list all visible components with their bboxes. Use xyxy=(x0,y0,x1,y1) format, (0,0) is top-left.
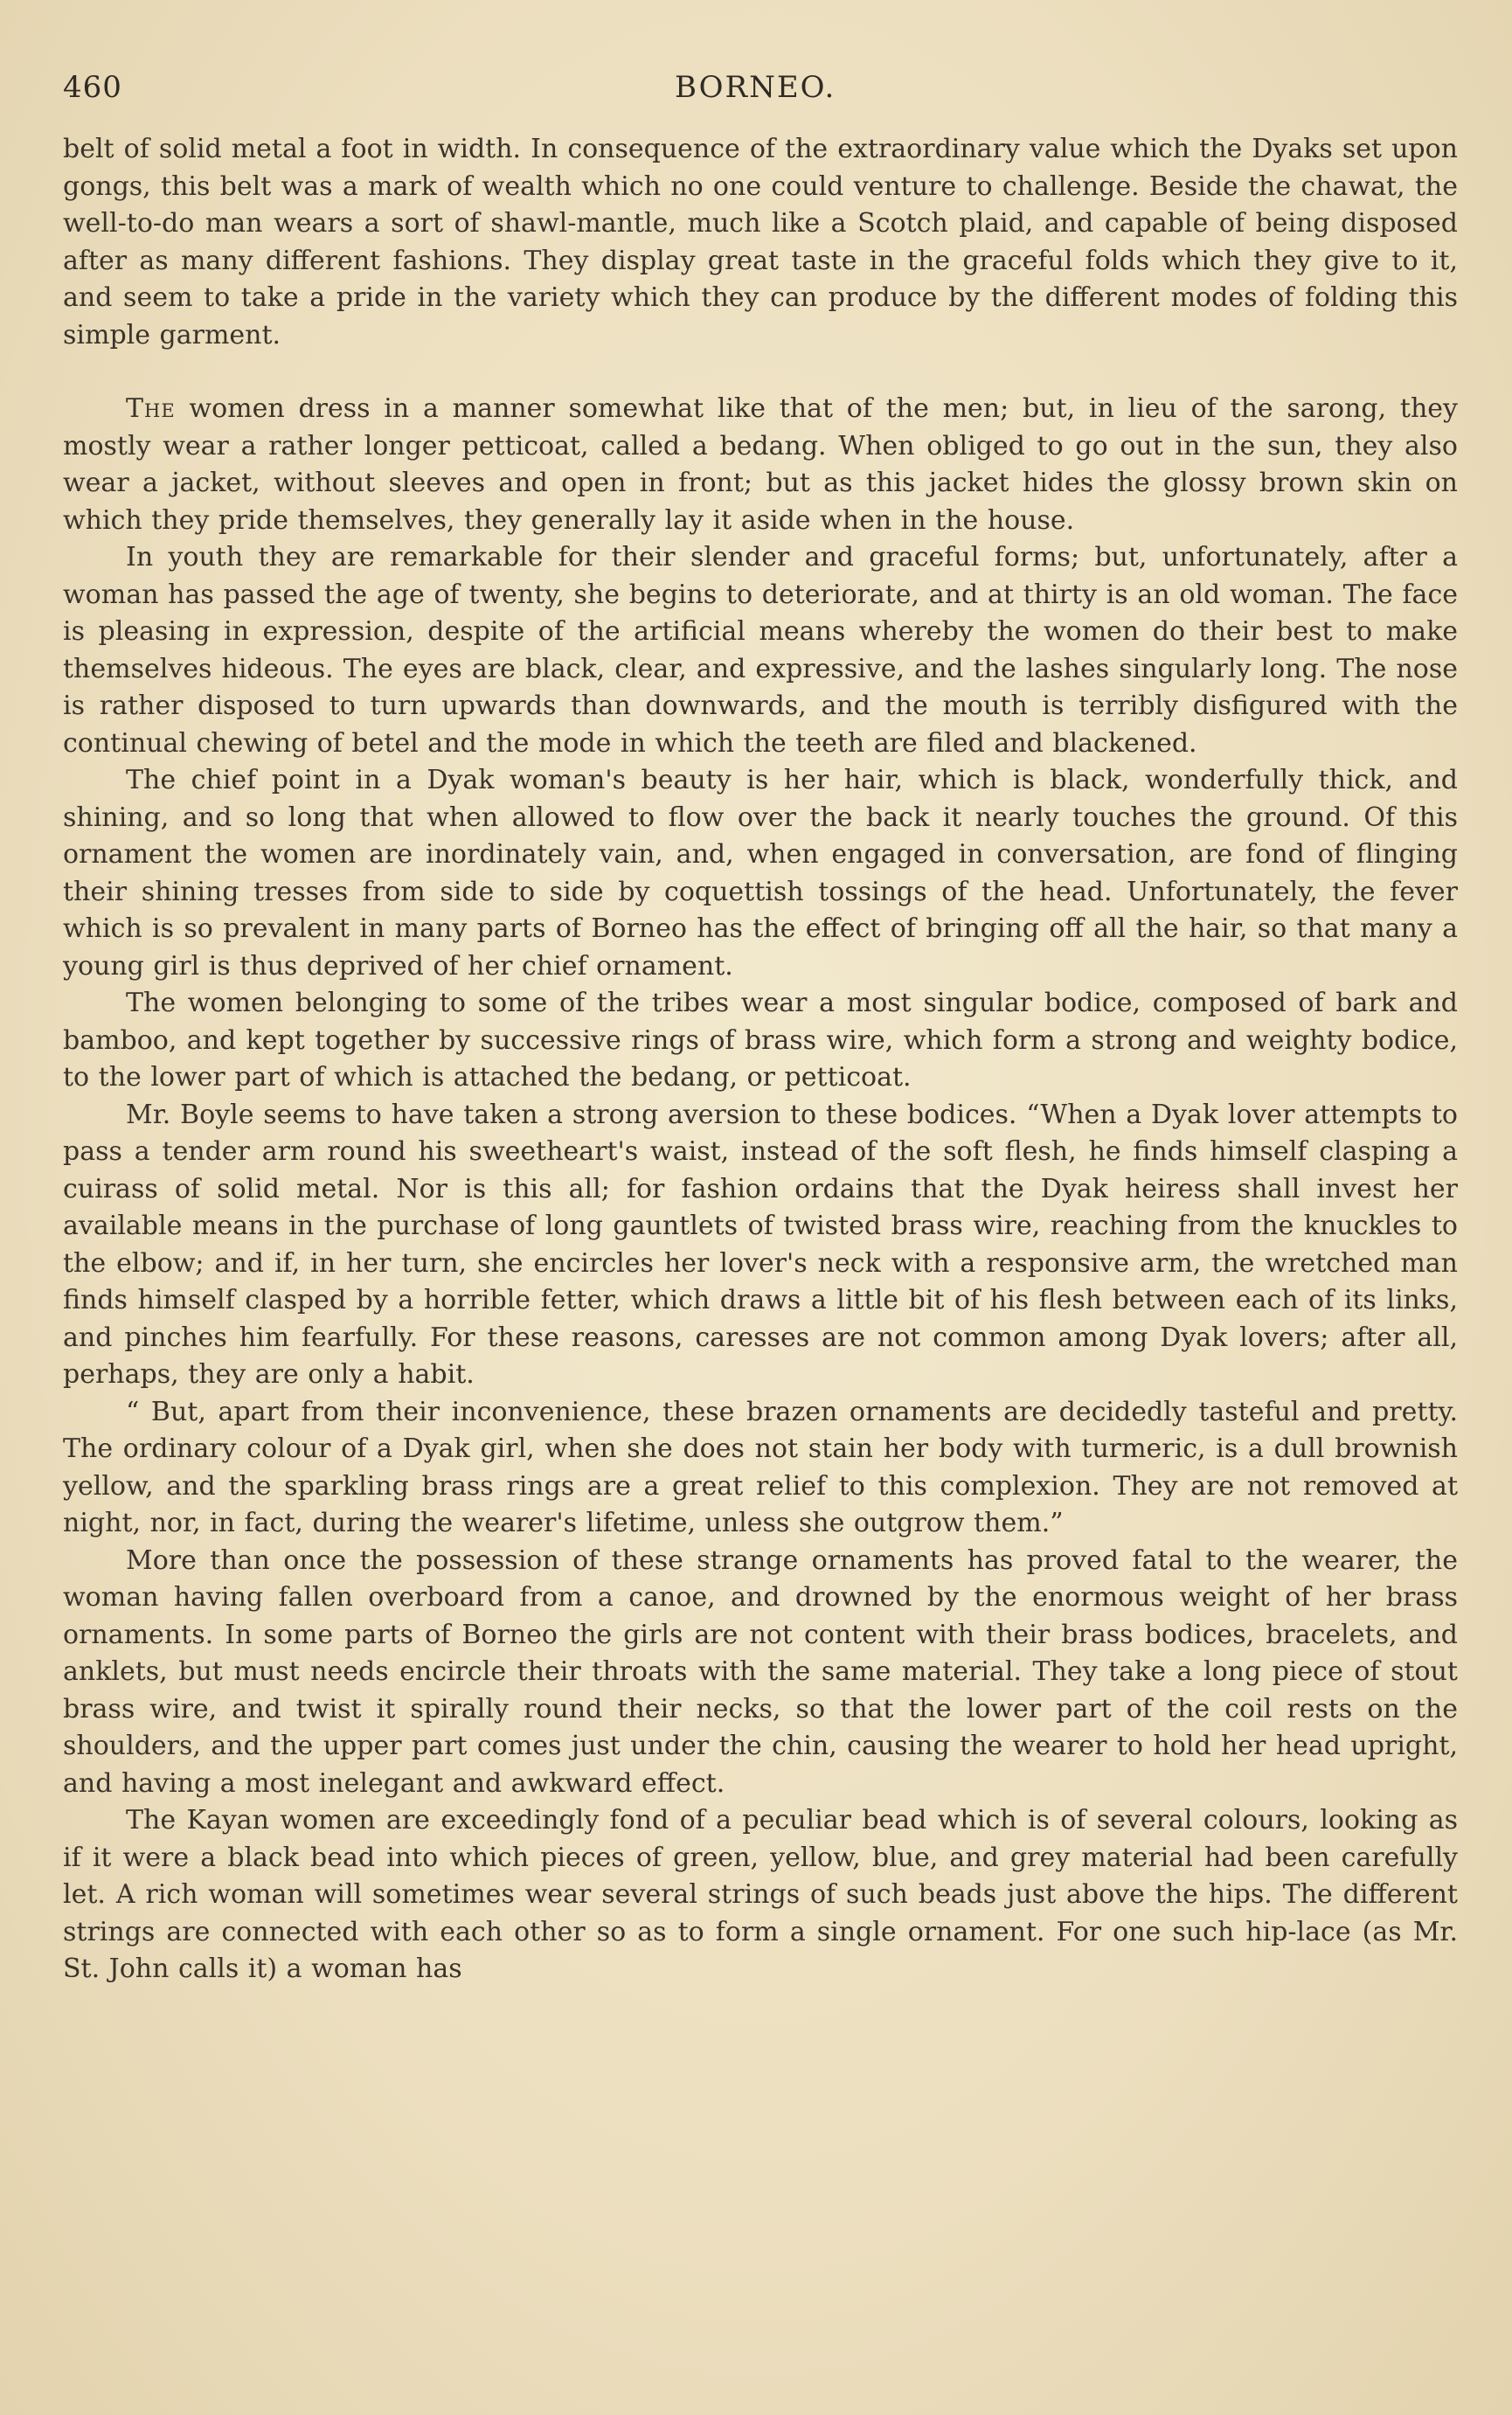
paragraph-hair: The chief point in a Dyak woman's beauty is her hair, which is black, wonderfully thick, and shining, and so long that when allowed to flow over the back it nearly touches the ground. Of this ornament the women are inordinately vain, and, when engaged in conversation, are fond of flinging their shining tresses from side to side by coquettish tossings of the head. Unfortunately, the fever which is so prevalent in many parts of Borneo has the effect of bringing off all the hair, so that many a young girl is thus deprived of her chief ornament. xyxy=(63,765,1458,982)
paragraph-women-dress-text: women dress in a manner somewhat like that of the men; but, in lieu of the sarong, they mostly wear a rather longer petticoat, called a bedang. When obliged to go out in the sun, they also wear a jacket, without sleeves and open in front; but as this jacket hides the glossy brown skin on which they pride themselves, they generally lay it aside when in the house. xyxy=(63,393,1458,536)
paragraph-women-dress xyxy=(63,391,1458,539)
page-number: 460 xyxy=(63,70,122,105)
paragraph-belt-of-solid-metal: belt of solid metal a foot in width. In consequence of the extraordinary value which the Dyaks set upon gongs, this belt was a mark of wealth which no one could venture to challenge. Beside the chawat, the well-to-do man wears a sort of shawl-mantle, much like a Scotch plaid, and capable of being disposed after as many different fashions. They display great taste in the graceful folds which they give to it, and seem to take a pride in the variety which they can produce by the different modes of folding this simple garment. xyxy=(63,134,1458,350)
paragraph-youth: In youth they are remarkable for their slender and graceful forms; but, unfortunately, after a woman has passed the age of twenty, she begins to deteriorate, and at thirty is an old woman. The face is pleasing in expression, despite of the artificial means whereby the women do their best to make themselves hideous. The eyes are black, clear, and expressive, and the lashes singularly long. The nose is rather disposed to turn upwards than downwards, and the mouth is terribly disfigured with the continual chewing of betel and the mode in which the teeth are filed and blackened. xyxy=(63,542,1458,759)
paragraph-brazen-ornaments: “ But, apart from their inconvenience, these brazen ornaments are decidedly tasteful and pretty. The ordinary colour of a Dyak girl, when she does not stain her body with turmeric, is a dull brownish yellow, and the sparkling brass rings are a great relief to this complexion. They are not removed at night, nor, in fact, during the wearer's lifetime, unless she outgrow them.” xyxy=(63,1396,1458,1538)
paragraph-fatal-ornaments: More than once the possession of these strange ornaments has proved fatal to the wearer, the woman having fallen overboard from a canoe, and drowned by the enormous weight of her brass ornaments. In some parts of Borneo the girls are not content with their brass bodices, bracelets, and anklets, but must needs encircle their throats with the same material. They take a long piece of stout brass wire, and twist it spirally round their necks, so that the lower part of the coil rests on the shoulders, and the upper part comes just under the chin, causing the wearer to hold her head upright, and having a most inelegant and awkward effect. xyxy=(63,1544,1458,1799)
book-page xyxy=(63,70,1458,1988)
paragraph-bodice: The women belonging to some of the tribes wear a most singular bodice, composed of bark and bamboo, and kept together by successive rings of brass wire, which form a strong and weighty bodice, to the lower part of which is attached the bedang, or petticoat. xyxy=(63,988,1458,1093)
paragraph-mr-boyle: Mr. Boyle seems to have taken a strong aversion to these bodices. “When a Dyak lover attempts to pass a tender arm round his sweetheart's waist, instead of the soft flesh, he finds himself clasping a cuirass of solid metal. Nor is this all; for fashion ordains that the Dyak heiress shall invest her available means in the purchase of long gauntlets of twisted brass wire, reaching from the knuckles to the elbow; and if, in her turn, she encircles her lover's neck with a responsive arm, the wretched man finds himself clasped by a horrible fetter, which draws a little bit of his flesh between each of its links, and pinches him fearfully. For these reasons, caresses are not common among Dyak lovers; after all, perhaps, they are only a habit. xyxy=(63,1099,1458,1390)
paragraph-lead-word: The xyxy=(126,393,176,424)
running-title: BORNEO. xyxy=(675,70,836,105)
paragraph-kayan-beads: The Kayan women are exceedingly fond of a peculiar bead which is of several colours, looking as if it were a black bead into which pieces of green, yellow, blue, and grey material had been carefully let. A rich woman will sometimes wear several strings of such beads just above the hips. The different strings are connected with each other so as to form a single ornament. For one such hip-lace (as Mr. St. John calls it) a woman has xyxy=(63,1805,1458,1984)
body-text xyxy=(63,131,1458,1988)
running-head xyxy=(63,70,1458,122)
